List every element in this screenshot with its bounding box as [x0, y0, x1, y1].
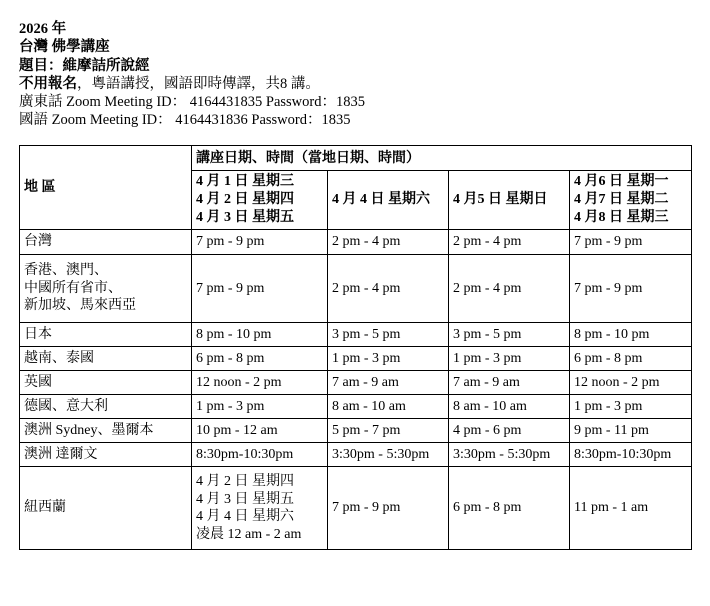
time-line: 4 pm - 6 pm: [453, 422, 522, 438]
table-row: [20, 443, 692, 467]
mandarin-zoom-info: 國語 Zoom Meeting ID： 4164431836 Password：1835: [19, 112, 351, 129]
time-cell: [192, 347, 328, 371]
time-cell: [449, 323, 570, 347]
time-line: 7 pm - 9 pm: [574, 234, 643, 250]
header-topic: 題目：維摩詰所說經: [19, 57, 150, 74]
time-cell: [328, 467, 449, 550]
schedule-span-header: 講座日期、時間（當地日期、時間）: [192, 146, 692, 171]
date-header-line: 4 月 1 日 星期三: [196, 174, 294, 189]
time-cell: [328, 347, 449, 371]
date-header-line: 4 月8 日 星期三: [574, 210, 669, 225]
header-title: 台灣 佛學講座: [19, 39, 110, 56]
time-cell: [449, 395, 570, 419]
region-cell: [20, 419, 192, 443]
time-line: 8:30pm-10:30pm: [574, 446, 672, 462]
time-line: 4 月 4 日 星期六: [196, 509, 294, 524]
time-line: 7 am - 9 am: [332, 374, 399, 390]
time-cell: [328, 419, 449, 443]
time-cell: [570, 467, 692, 550]
time-line: 凌晨 12 am - 2 am: [196, 526, 302, 542]
table-row: [20, 347, 692, 371]
date-header-line: 4 月 4 日 星期六: [332, 192, 430, 207]
region-cell: [20, 467, 192, 550]
time-line: 7 pm - 9 pm: [196, 234, 265, 250]
time-line: 11 pm - 1 am: [574, 500, 649, 516]
time-cell: [328, 371, 449, 395]
time-cell: [570, 419, 692, 443]
header-note-bold: 不用報名: [19, 75, 77, 92]
region-cell: [20, 323, 192, 347]
date-header-line: 4 月 3 日 星期五: [196, 210, 294, 225]
time-line: 12 noon - 2 pm: [574, 374, 660, 390]
time-cell: [570, 347, 692, 371]
region-line: 英國: [24, 374, 52, 390]
time-cell: [192, 323, 328, 347]
time-cell: [192, 467, 328, 550]
time-cell: [192, 443, 328, 467]
cantonese-zoom-info: 廣東話 Zoom Meeting ID： 4164431835 Password：1835: [19, 94, 365, 111]
table-row: [20, 467, 692, 550]
date-header-cell: [328, 171, 449, 230]
time-line: 7 pm - 9 pm: [332, 500, 401, 516]
time-cell: [570, 371, 692, 395]
date-header-cell: [449, 171, 570, 230]
time-cell: [570, 255, 692, 323]
region-line: 香港、澳門、: [24, 263, 108, 279]
time-line: 12 noon - 2 pm: [196, 374, 282, 390]
time-cell: [449, 347, 570, 371]
time-line: 7 pm - 9 pm: [574, 280, 643, 296]
time-line: 2 pm - 4 pm: [453, 280, 522, 296]
time-cell: [570, 230, 692, 255]
time-line: 1 pm - 3 pm: [196, 398, 265, 414]
time-cell: [449, 443, 570, 467]
time-line: 3:30pm - 5:30pm: [453, 446, 551, 462]
region-cell: [20, 255, 192, 323]
time-line: 3:30pm - 5:30pm: [332, 446, 430, 462]
time-cell: [570, 395, 692, 419]
table-row: [20, 230, 692, 255]
time-line: 2 pm - 4 pm: [453, 234, 522, 250]
time-line: 1 pm - 3 pm: [332, 350, 401, 366]
time-cell: [192, 395, 328, 419]
time-line: 7 pm - 9 pm: [196, 280, 265, 296]
time-line: 6 pm - 8 pm: [574, 350, 643, 366]
time-cell: [192, 230, 328, 255]
region-line: 澳洲 Sydney、墨爾本: [24, 422, 154, 438]
region-cell: [20, 230, 192, 255]
region-line: 越南、泰國: [24, 350, 94, 366]
time-line: 1 pm - 3 pm: [574, 398, 643, 414]
time-cell: [449, 467, 570, 550]
region-cell: [20, 371, 192, 395]
date-header-line: 4 月 2 日 星期四: [196, 192, 294, 207]
time-cell: [449, 230, 570, 255]
date-header-cell: [192, 171, 328, 230]
time-cell: [449, 419, 570, 443]
time-line: 8 am - 10 am: [453, 398, 527, 414]
region-cell: [20, 395, 192, 419]
time-line: 8 am - 10 am: [332, 398, 406, 414]
time-cell: [328, 443, 449, 467]
header-note-rest: ，粵語講授，國語即時傳譯，共8 講。: [77, 75, 320, 92]
time-cell: [192, 371, 328, 395]
header-note: [19, 75, 365, 93]
time-cell: [328, 323, 449, 347]
time-line: 8 pm - 10 pm: [196, 326, 272, 342]
time-line: 4 月 3 日 星期五: [196, 491, 294, 507]
time-cell: [449, 255, 570, 323]
table-row: [20, 255, 692, 323]
time-cell: [328, 230, 449, 255]
time-line: 2 pm - 4 pm: [332, 280, 401, 296]
header-year: 2026 年: [19, 21, 67, 37]
document-header: [19, 20, 365, 130]
date-header-line: 4 月5 日 星期日: [453, 192, 548, 207]
table-row: [20, 371, 692, 395]
region-line: 日本: [24, 326, 52, 342]
schedule-body: [20, 230, 692, 550]
time-cell: [328, 255, 449, 323]
region-cell: [20, 347, 192, 371]
time-line: 8 pm - 10 pm: [574, 326, 650, 342]
time-line: 2 pm - 4 pm: [332, 234, 401, 250]
time-line: 10 pm - 12 am: [196, 422, 278, 438]
table-row: [20, 419, 692, 443]
time-cell: [328, 395, 449, 419]
region-line: 台灣: [24, 234, 52, 250]
region-column-header: 地 區: [20, 146, 192, 230]
time-line: 3 pm - 5 pm: [453, 326, 522, 342]
time-line: 8:30pm-10:30pm: [196, 446, 294, 462]
time-line: 4 月 2 日 星期四: [196, 474, 294, 489]
date-header-cell: [570, 171, 692, 230]
time-cell: [570, 443, 692, 467]
time-cell: [449, 371, 570, 395]
time-line: 3 pm - 5 pm: [332, 326, 401, 342]
schedule-table: [19, 145, 692, 550]
table-row: [20, 323, 692, 347]
region-line: 中國所有省市、: [24, 280, 122, 296]
time-line: 1 pm - 3 pm: [453, 350, 522, 366]
date-header-line: 4 月6 日 星期一: [574, 174, 669, 189]
time-line: 6 pm - 8 pm: [196, 350, 265, 366]
region-line: 德國、意大利: [24, 398, 108, 414]
time-cell: [192, 419, 328, 443]
region-line: 澳洲 達爾文: [24, 446, 98, 462]
time-line: 7 am - 9 am: [453, 374, 520, 390]
time-line: 6 pm - 8 pm: [453, 500, 522, 516]
time-cell: [570, 323, 692, 347]
time-line: 9 pm - 11 pm: [574, 422, 649, 438]
table-row: [20, 395, 692, 419]
region-line: 紐西蘭: [24, 500, 66, 516]
region-line: 新加坡、馬來西亞: [24, 298, 136, 314]
time-line: 5 pm - 7 pm: [332, 422, 401, 438]
date-header-line: 4 月7 日 星期二: [574, 192, 669, 207]
region-cell: [20, 443, 192, 467]
table-header-row: [20, 146, 692, 171]
time-cell: [192, 255, 328, 323]
